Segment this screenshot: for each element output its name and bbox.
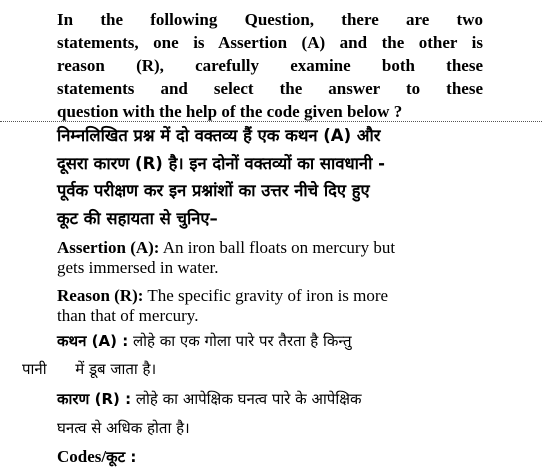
assertion-statement xyxy=(57,238,485,278)
question-hindi-line: कूट की सहायता से चुनिए– xyxy=(57,208,218,228)
question-english-line: reason (R), carefully examine both these xyxy=(57,56,483,75)
question-english-line: question with the help of the code given below ? xyxy=(57,102,403,121)
karan-text-cont: घनत्व से अधिक होता है। xyxy=(57,419,190,437)
question-english-line: statements and select the answer to these xyxy=(57,79,483,98)
question-english-line: statements, one is Assertion (A) and the other is xyxy=(57,33,483,52)
question-hindi-line: दूसरा कारण (R) है। इन दोनों वक्तव्यों का सावधानी - xyxy=(57,153,385,173)
question-hindi xyxy=(57,122,497,232)
question-english xyxy=(57,8,483,123)
reason-label: Reason (R): xyxy=(57,286,144,305)
codes-label-hi: कूट : xyxy=(106,448,137,466)
karan-statement xyxy=(57,389,487,409)
karan-text: लोहे का आपेक्षिक घनत्व पारे के आपेक्षिक xyxy=(131,390,362,408)
assertion-text: An iron ball floats on mercury but xyxy=(159,238,396,257)
question-hindi-line: निम्नलिखित प्रश्न में दो वक्तव्य हैं एक कथन (A) और xyxy=(57,126,381,145)
reason-statement xyxy=(57,286,485,326)
karan-label: कारण (R) : xyxy=(57,390,132,408)
reason-text-cont: than that of mercury. xyxy=(57,306,199,325)
kathan-text: लोहे का एक गोला पारे पर तैरता है किन्तु xyxy=(128,332,352,350)
kathan-label: कथन (A) : xyxy=(57,332,129,350)
codes-label-en: Codes/ xyxy=(57,447,107,466)
question-hindi-line: पूर्वक परीक्षण कर इन प्रश्नांशों का उत्तर नीचे दिए हुए xyxy=(57,181,370,200)
kathan-statement xyxy=(57,331,487,351)
assertion-text-cont: gets immersed in water. xyxy=(57,258,219,277)
question-english-line: In the following Question, there are two xyxy=(57,10,483,29)
kathan-text-cont: पानी में डूब जाता है। xyxy=(22,360,157,378)
assertion-label: Assertion (A): xyxy=(57,238,160,257)
reason-text: The specific gravity of iron is more xyxy=(143,286,389,305)
codes-heading xyxy=(57,447,136,467)
